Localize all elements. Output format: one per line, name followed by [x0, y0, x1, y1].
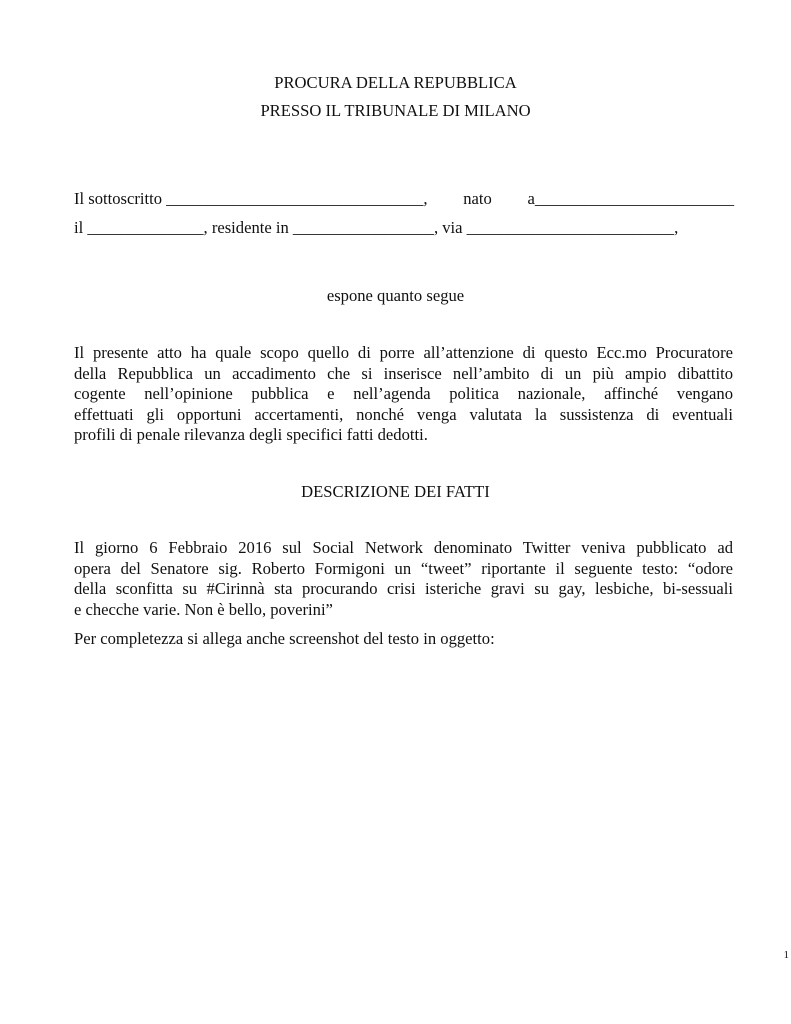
intro-line: espone quanto segue [326, 286, 465, 305]
paragraph-purpose-line: cogente nell’opinione pubblica e nell’agenda politica nazionale, affinché vengano [74, 384, 733, 403]
paragraph-purpose-line: della Repubblica un accadimento che si inserisce nell’ambito di un più ampio dibattito [74, 363, 733, 383]
paragraph-facts-line: e checche varie. Non è bello, poverini” [74, 599, 333, 619]
paragraph-facts-line: della sconfitta su #Cirinnà sta procurando crisi isteriche gravi su gay, lesbiche, bi-sessuali [74, 579, 733, 598]
header-line-2: PRESSO IL TRIBUNALE DI MILANO [260, 101, 531, 120]
form-line-1-part-a: Il sottoscritto _______________________________, [74, 189, 428, 208]
section-title: DESCRIZIONE DEI FATTI [301, 482, 490, 501]
form-line-2-text: il ______________, residente in _________________, via _________________________, [74, 218, 679, 237]
paragraph-facts-line: Il giorno 6 Febbraio 2016 sul Social Network denominato Twitter veniva pubblicato ad [74, 538, 733, 557]
header-line-1: PROCURA DELLA REPUBBLICA [274, 73, 517, 92]
form-line-1 [74, 189, 734, 209]
paragraph-purpose-line: Il presente atto ha quale scopo quello di porre all’attenzione di questo Ecc.mo Procuratore [74, 343, 733, 362]
paragraph-facts [74, 538, 733, 620]
form-line-1-part-c: a________________________ [527, 189, 734, 208]
page-number: 1 [783, 949, 789, 961]
attachment-note: Per completezza si allega anche screenshot del testo in oggetto: [74, 629, 495, 648]
paragraph-facts-line: opera del Senatore sig. Roberto Formigoni un “tweet” riportante il seguente testo: “odore [74, 558, 733, 578]
paragraph-purpose-line: profili di penale rilevanza degli specifici fatti dedotti. [74, 425, 428, 444]
form-line-2 [74, 218, 734, 238]
form-line-1-part-b: nato [463, 189, 492, 208]
paragraph-purpose [74, 343, 733, 446]
paragraph-purpose-line: effettuati gli opportuni accertamenti, nonché venga valutata la sussistenza di eventuali [74, 404, 733, 424]
